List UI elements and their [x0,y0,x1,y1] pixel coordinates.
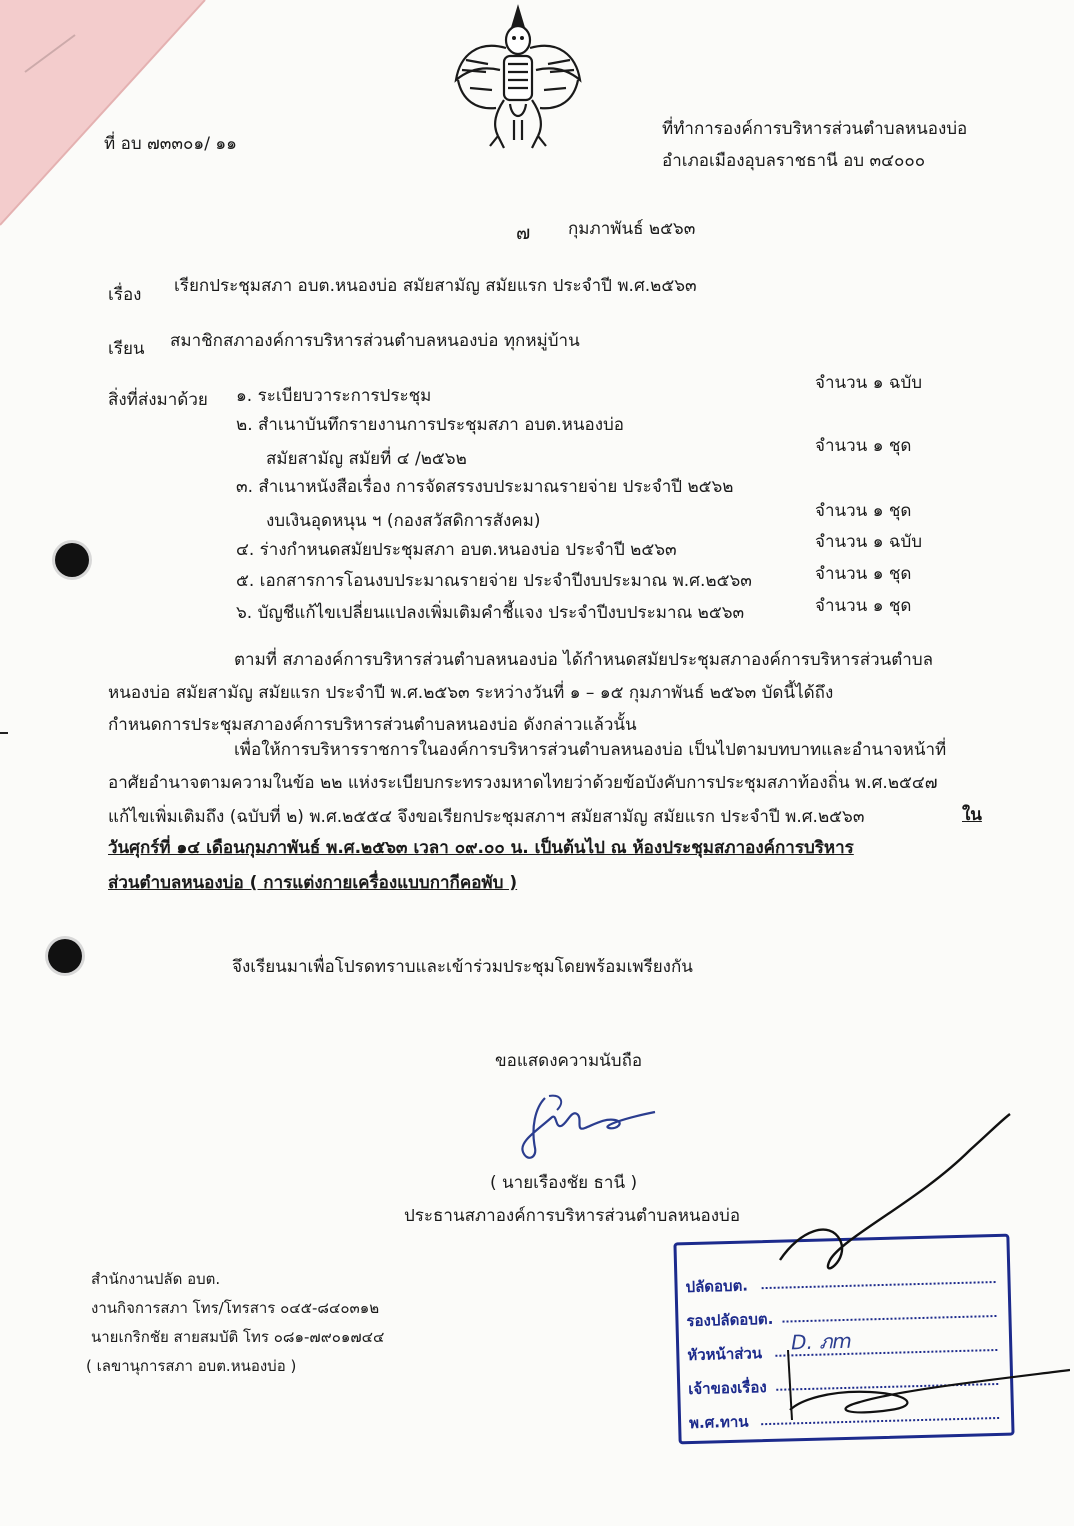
body-p2-line3-underlined: ใน [962,805,982,825]
signature-mark [505,1088,665,1168]
body-p1-line2: หนองบ่อ สมัยสามัญ สมัยแรก ประจำปี พ.ศ.๒๕๖๓ ระหว่างวันที่ ๑ – ๑๕ กุมภาพันธ์ ๒๕๖๓ บัดนี้ได้ถึง [108,683,834,703]
approval-pen-strokes [770,1110,1070,1430]
stamp-row-deputy: รองปลัดอบต. [686,1309,774,1331]
punch-hole-bottom [48,939,82,973]
enclosure-item-2: ๒. สำเนาบันทึกรายงานการประชุมสภา อบต.หนองบ่อ [236,415,625,435]
garuda-emblem [448,0,588,160]
body-p1-line3: กำหนดการประชุมสภาองค์การบริหารส่วนตำบลหนองบ่อ ดังกล่าวแล้วนั้น [108,715,637,735]
stamp-row-head: หัวหน้าส่วน [687,1344,763,1365]
enclosure-qty-6: จำนวน ๑ ชุด [815,596,912,616]
stamp-row-date: พ.ศ.ทาน [688,1412,749,1433]
to-label: เรียน [108,339,145,359]
body-p2-line1: เพื่อให้การบริหารราชการในองค์การบริหารส่วนตำบลหนองบ่อ เป็นไปตามบทบาทและอำนาจหน้าที่ [234,740,947,760]
body-p1-line1: ตามที่ สภาองค์การบริหารส่วนตำบลหนองบ่อ ได้กำหนดสมัยประชุมสภาองค์การบริหารส่วนตำบล [234,650,934,670]
enclosure-qty-1: จำนวน ๑ ฉบับ [815,373,923,393]
folded-corner [0,0,210,230]
subject-label: เรื่อง [108,285,142,305]
office-address-line2: อำเภอเมืองอุบลราชธานี อบ ๓๔๐๐๐ [662,151,926,171]
stamp-row-owner: เจ้าของเรื่อง [688,1378,767,1399]
closing-sentence: จึงเรียนมาเพื่อโปรดทราบและเข้าร่วมประชุมโดยพร้อมเพรียงกัน [232,957,693,977]
footer-council-phone: งานกิจการสภา โทร/โทรสาร ๐๔๕-๘๔๐๓๑๒ [91,1299,380,1317]
enclosure-item-2-cont: สมัยสามัญ สมัยที่ ๔ /๒๕๖๒ [266,449,467,469]
subject-text: เรียกประชุมสภา อบต.หนองบ่อ สมัยสามัญ สมัยแรก ประจำปี พ.ศ.๒๕๖๓ [174,276,697,296]
enclosure-item-5: ๕. เอกสารการโอนงบประมาณรายจ่าย ประจำปีงบประมาณ พ.ศ.๒๕๖๓ [236,571,752,591]
body-p2-meeting-datetime: วันศุกร์ที่ ๑๔ เดือนกุมภาพันธ์ พ.ศ.๒๕๖๓ เวลา ๐๙.๐๐ น. เป็นต้นไป ณ ห้องประชุมสภาองค์การบริหาร [108,838,854,858]
stamp-row-chief: ปลัดอบต. [685,1276,749,1297]
to-text: สมาชิกสภาองค์การบริหารส่วนตำบลหนองบ่อ ทุกหมู่บ้าน [170,331,580,351]
footer-secretary-title: ( เลขานุการสภา อบต.หนองบ่อ ) [86,1357,297,1375]
enclosure-item-6: ๖. บัญชีแก้ไขเปลี่ยนแปลงเพิ่มเติมคำชี้แจง ประจำปีงบประมาณ ๒๕๖๓ [236,603,745,623]
enclosure-item-3-cont: งบเงินอุดหนุน ฯ (กองสวัสดิการสังคม) [266,511,541,531]
footer-secretary-phone: นายเกริกชัย สายสมบัติ โทร ๐๘๑-๗๙๐๑๗๔๔ [91,1328,385,1346]
signatory-name: ( นายเรืองชัย ธานี ) [490,1173,638,1193]
signatory-position: ประธานสภาองค์การบริหารส่วนตำบลหนองบ่อ [404,1206,741,1226]
footer-office: สำนักงานปลัด อบต. [91,1270,221,1288]
enclosure-qty-3: จำนวน ๑ ชุด [815,501,912,521]
punch-hole-top [55,543,89,577]
enclosure-item-1: ๑. ระเบียบวาระการประชุม [236,386,432,406]
enclosure-item-3: ๓. สำเนาหนังสือเรื่อง การจัดสรรงบประมาณรายจ่าย ประจำปี ๒๕๖๒ [236,477,734,497]
enclosure-item-4: ๔. ร่างกำหนดสมัยประชุมสภา อบต.หนองบ่อ ประจำปี ๒๕๖๓ [236,540,677,560]
enclosure-qty-4: จำนวน ๑ ฉบับ [815,532,923,552]
body-p2-line2: อาศัยอำนาจตามความในข้อ ๒๒ แห่งระเบียบกระทรวงมหาดไทยว่าด้วยข้อบังคับการประชุมสภาท้องถิ่น พ.ศ.๒๕๔๗ [108,773,938,793]
enclosure-qty-2: จำนวน ๑ ชุด [815,436,912,456]
office-address-line1: ที่ทำการองค์การบริหารส่วนตำบลหนองบ่อ [662,119,968,139]
date-month-year: กุมภาพันธ์ ๒๕๖๓ [568,219,696,239]
edge-mark [0,732,8,734]
enclosure-qty-5: จำนวน ๑ ชุด [815,564,912,584]
regards-text: ขอแสดงความนับถือ [495,1051,643,1071]
stamp-handwritten-initials: D. ภm [790,1328,853,1355]
enclosures-label: สิ่งที่ส่งมาด้วย [108,390,208,410]
reference-number: ที่ อบ ๗๓๓๐๑/ ๑๑ [104,134,237,154]
date-day: ๗ [516,222,531,244]
body-p2-meeting-place: ส่วนตำบลหนองบ่อ ( การแต่งกายเครื่องแบบกากีคอพับ ) [108,873,518,893]
body-p2-line3: แก้ไขเพิ่มเติมถึง (ฉบับที่ ๒) พ.ศ.๒๕๕๔ จึงขอเรียกประชุมสภาฯ สมัยสามัญ สมัยแรก ประจำปี พ.ศ.๒๕๖๓ [108,807,865,827]
